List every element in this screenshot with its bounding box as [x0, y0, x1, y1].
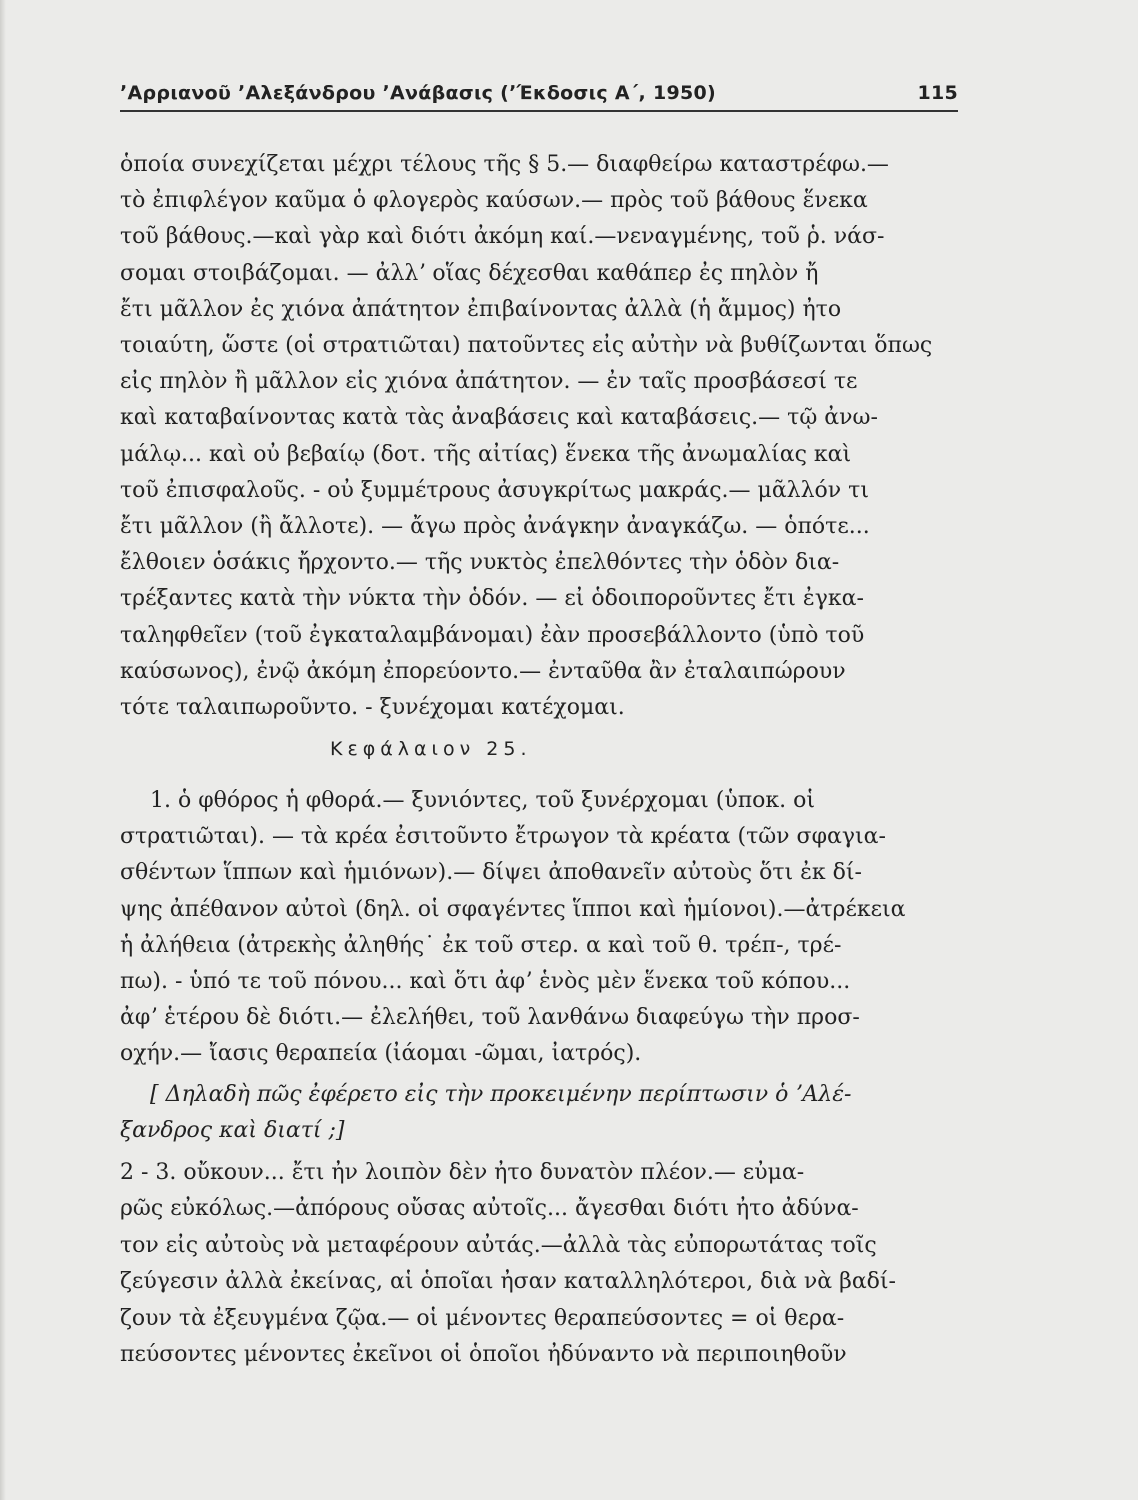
chapter-heading: Κεφάλαιον 25.: [330, 738, 532, 760]
text-line: πεύσοντες μένοντες ἐκεῖνοι οἱ ὁποῖοι ἠδύναντο νὰ περιποιηθοῦν: [120, 1342, 847, 1367]
header-title: ʼΑρριανοῦ ʼΑλεξάνδρου ʼΑνάβασις (ʼΈκδοσις Α΄, 1950): [120, 82, 717, 104]
text-line: εἰς πηλὸν ἢ μᾶλλον εἰς χιόνα ἀπάτητον. — ἐν ταῖς προσβάσεσί τε: [120, 369, 858, 395]
text-line: ἔτι μᾶλλον (ἢ ἄλλοτε). — ἄγω πρὸς ἀνάγκην ἀναγκάζω. — ὁπότε...: [120, 514, 870, 539]
text-line: τον εἰς αὐτοὺς νὰ μεταφέρουν αὐτάς.—ἀλλὰ τὰς εὐπορωτάτας τοῖς: [120, 1232, 877, 1258]
text-line: τοῦ βάθους.—καὶ γὰρ καὶ διότι ἀκόμη καί.—νεναγμένης, τοῦ ῥ. νάσ-: [120, 224, 885, 250]
text-line: στρατιῶται). — τὰ κρέα ἐσιτοῦντο ἔτρωγον τὰ κρέατα (τῶν σφαγια-: [120, 824, 886, 850]
text-line: ἔτι μᾶλλον ἐς χιόνα ἀπάτητον ἐπιβαίνοντας ἀλλὰ (ἡ ἄμμος) ἦτο: [120, 296, 842, 322]
page-number: 115: [917, 82, 958, 104]
text-line: σθέντων ἵππων καὶ ἡμιόνων).— δίψει ἀποθανεῖν αὐτοὺς ὅτι ἐκ δί-: [120, 860, 862, 886]
text-line: 2 - 3. οὔκουν... ἔτι ἦν λοιπὸν δὲν ἦτο δυνατὸν πλέον.— εὐμα-: [120, 1160, 805, 1185]
text-line: τὸ ἐπιφλέγον καῦμα ὁ φλογερὸς καύσων.— πρὸς τοῦ βάθους ἕνεκα: [120, 188, 868, 214]
text-line: ἔλθοιεν ὁσάκις ἤρχοντο.— τῆς νυκτὸς ἐπελθόντες τὴν ὁδὸν δια-: [120, 550, 840, 576]
running-header: [120, 78, 958, 112]
text-line: ταληφθεῖεν (τοῦ ἐγκαταλαμβάνομαι) ἐὰν προσεβάλλοντο (ὑπὸ τοῦ: [120, 622, 865, 648]
text-line: καύσωνος), ἐνῷ ἀκόμη ἐπορεύοντο.— ἐνταῦθα ἂν ἐταλαιπώρουν: [120, 658, 846, 684]
text-line: ψης ἀπέθανον αὐτοὶ (δηλ. οἱ σφαγέντες ἵπποι καὶ ἡμίονοι).—ἀτρέκεια: [120, 896, 906, 922]
text-line: ἡ ἀλήθεια (ἀτρεκὴς ἀληθής˙ ἐκ τοῦ στερ. α καὶ τοῦ θ. τρέπ-, τρέ-: [120, 932, 842, 958]
text-line: ἀφʼ ἑτέρου δὲ διότι.— ἐλελήθει, τοῦ λανθάνω διαφεύγω τὴν προσ-: [120, 1005, 860, 1031]
text-line: [ Δηλαδὴ πῶς ἐφέρετο εἰς τὴν προκειμένην περίπτωσιν ὁ ʼΑλέ-: [150, 1082, 852, 1107]
text-line: τότε ταλαιπωροῦντο. - ξυνέχομαι κατέχομαι.: [120, 695, 625, 720]
text-line: ζεύγεσιν ἀλλὰ ἐκείνας, αἱ ὁποῖαι ἦσαν καταλληλότεροι, διὰ νὰ βαδί-: [120, 1269, 896, 1295]
text-line: καὶ καταβαίνοντας κατὰ τὰς ἀναβάσεις καὶ καταβάσεις.— τῷ ἀνω-: [120, 405, 878, 431]
text-line: τοῦ ἐπισφαλοῦς. - οὐ ξυμμέτρους ἀσυγκρίτως μακράς.— μᾶλλόν τι: [120, 477, 869, 503]
text-line: τοιαύτη, ὥστε (οἱ στρατιῶται) πατοῦντες εἰς αὐτὴν νὰ βυθίζωνται ὅπως: [120, 333, 933, 358]
text-line: ξανδρος καὶ διατί ;]: [120, 1118, 345, 1143]
text-line: ὁποία συνεχίζεται μέχρι τέλους τῆς § 5.— διαφθείρω καταστρέφω.—: [120, 152, 889, 177]
text-line: μάλῳ... καὶ οὐ βεβαίῳ (δοτ. τῆς αἰτίας) ἕνεκα τῆς ἀνωμαλίας καὶ: [120, 441, 852, 467]
text-line: ρῶς εὐκόλως.—ἀπόρους οὔσας αὐτοῖς... ἄγεσθαι διότι ἦτο ἀδύνα-: [120, 1196, 859, 1222]
text-line: 1. ὁ φθόρος ἡ φθορά.— ξυνιόντες, τοῦ ξυνέρχομαι (ὑποκ. οἱ: [150, 788, 816, 813]
text-line: οχήν.— ἴασις θεραπεία (ἰάομαι -ῶμαι, ἰατρός).: [120, 1041, 642, 1067]
text-line: σομαι στοιβάζομαι. — ἀλλʼ οἵας δέχεσθαι καθάπερ ἐς πηλὸν ἤ: [120, 260, 819, 286]
text-line: τρέξαντες κατὰ τὴν νύκτα τὴν ὁδόν. — εἰ ὁδοιποροῦντες ἔτι ἐγκα-: [120, 586, 864, 612]
text-line: πω). - ὑπό τε τοῦ πόνου... καὶ ὅτι ἀφʼ ἑνὸς μὲν ἕνεκα τοῦ κόπου...: [120, 969, 851, 994]
page-edge-shadow: [0, 0, 6, 1500]
text-line: ζουν τὰ ἐξευγμένα ζῷα.— οἱ μένοντες θεραπεύσοντες = οἱ θερα-: [120, 1305, 845, 1331]
